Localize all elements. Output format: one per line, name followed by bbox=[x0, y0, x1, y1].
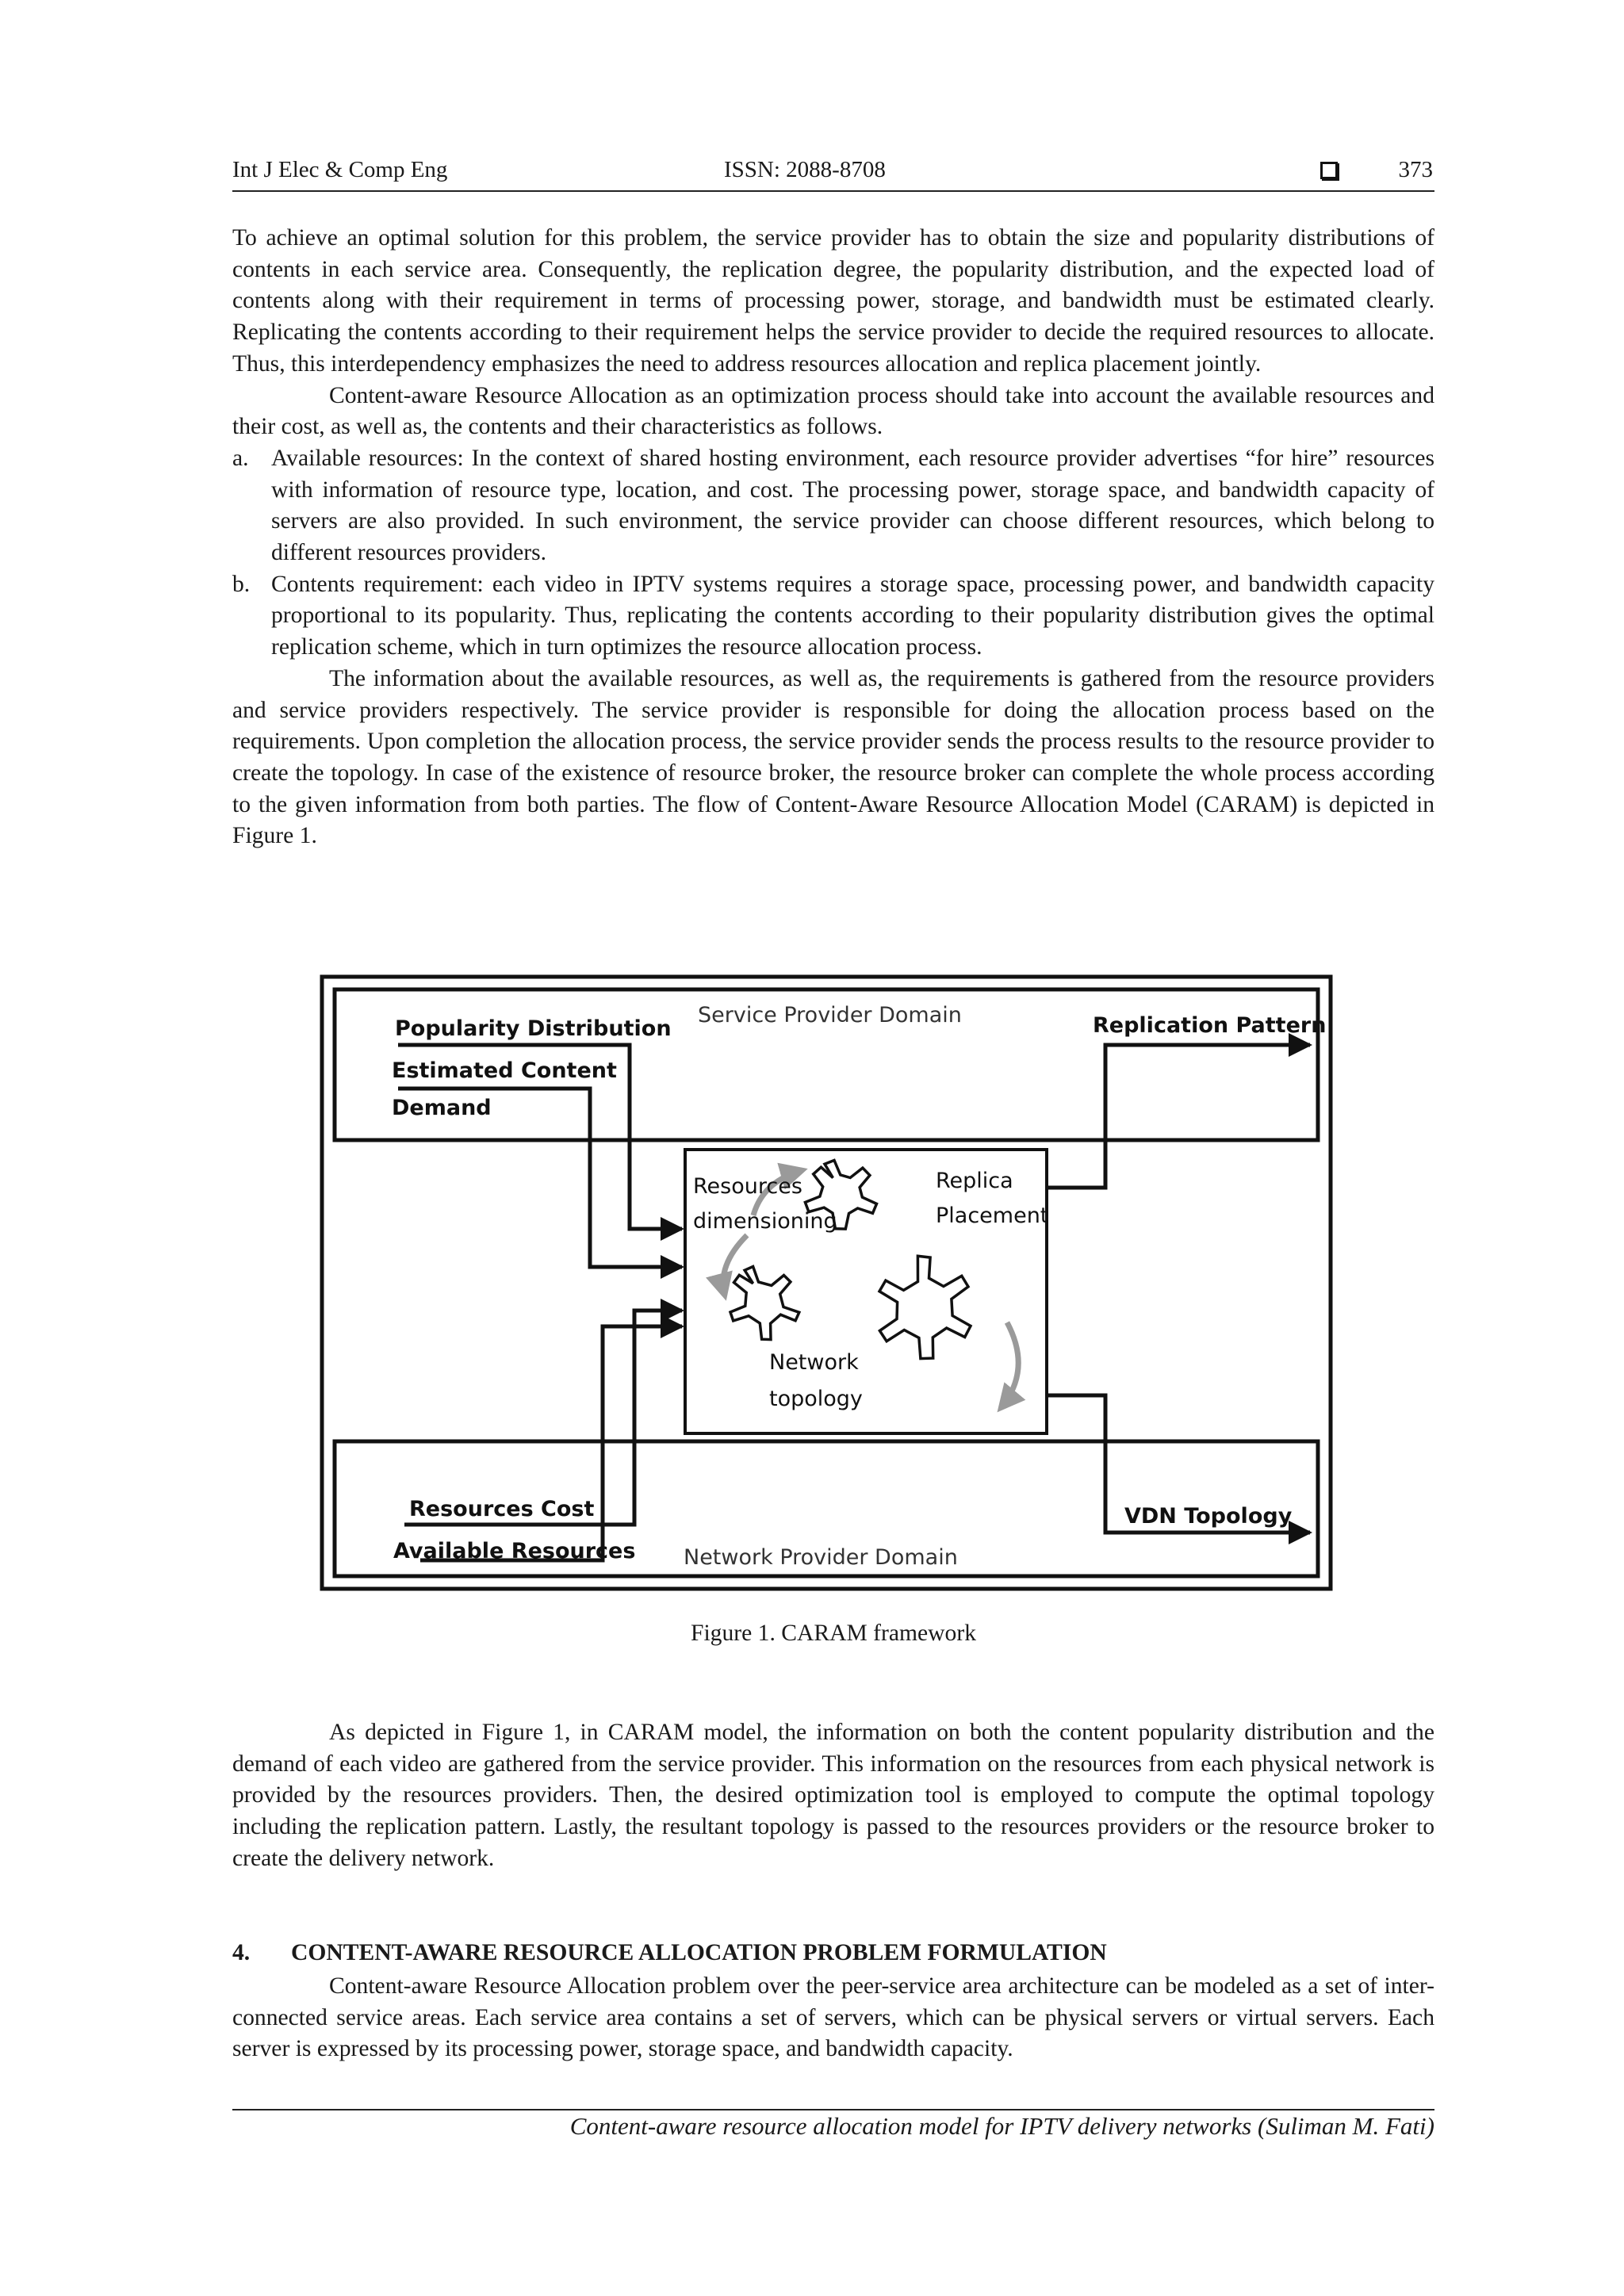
paragraph-4: As depicted in Figure 1, in CARAM model, the information on both the content popularity distribution and the demand of each video are gathered from the service provider. This information on the resources from each physical network is provided by the resources providers. Then, the desired optimization tool is employed to compute the optimal topology including the replication pattern. Lastly, the resultant topology is passed to the resources providers or the resource broker to create the delivery network. bbox=[232, 1720, 1434, 1871]
replica-placement-label-1: Replica bbox=[936, 1169, 1013, 1193]
paragraph-5: Content-aware Resource Allocation problem over the peer-service area architecture can be modeled as a set of inter-connected service areas. Each service area contains a set of servers, which can be physical servers or virtual servers. Each server is expressed by its processing power, storage space, and bandwidth capacity. bbox=[232, 1973, 1434, 2062]
resources-cost-label: Resources Cost bbox=[409, 1497, 595, 1521]
section-title: CONTENT-AWARE RESOURCE ALLOCATION PROBLEM FORMULATION bbox=[291, 1940, 1107, 1965]
issn: ISSN: 2088-8708 bbox=[724, 157, 886, 182]
page-header bbox=[232, 155, 1434, 192]
page-footer: Content-aware resource allocation model for IPTV delivery networks (Suliman M. Fati) bbox=[569, 2112, 1434, 2140]
vdn-topology-label: VDN Topology bbox=[1124, 1504, 1293, 1529]
network-domain-label: Network Provider Domain bbox=[684, 1545, 958, 1570]
paragraph-2: Content-aware Resource Allocation as an optimization process should take into account the available resources and their cost, as well as, the contents and their characteristics as follows. bbox=[232, 382, 1434, 440]
available-resources-label: Available Resources bbox=[393, 1539, 636, 1563]
list-marker: a. bbox=[232, 445, 249, 471]
caram-framework-figure bbox=[319, 974, 1334, 1592]
list-item bbox=[232, 569, 1434, 664]
body-text-top bbox=[232, 223, 1434, 852]
paragraph-1: To achieve an optimal solution for this problem, the service provider has to obtain the size and popularity distributions of contents in each service area. Consequently, the replication degree, the popularity distribution, and the expected load of contents along with their requirement in terms of processing power, storage, and bandwidth must be estimated clearly. Replicating the contents according to their requirement helps the service provider to decide the required resources to allocate. Thus, this interdependency emphasizes the need to address resources allocation and replica placement jointly. bbox=[232, 225, 1434, 377]
popularity-label: Popularity Distribution bbox=[395, 1016, 672, 1041]
footer-rule bbox=[232, 2109, 1434, 2110]
figure-caption: Figure 1. CARAM framework bbox=[690, 1621, 976, 1646]
demand-label: Demand bbox=[392, 1096, 492, 1120]
list-item-text: Contents requirement: each video in IPTV systems requires a storage space, processing power, and bandwidth capacity proportional to its popularity. Thus, replicating the contents according to their popularity distribution gives the optimal replication scheme, which in turn optimizes the resource allocation process. bbox=[271, 571, 1434, 660]
list-marker: b. bbox=[232, 571, 251, 597]
replication-label: Replication Pattern bbox=[1093, 1013, 1327, 1038]
box-bullet-icon bbox=[1320, 162, 1338, 179]
network-topology-label-1: Network bbox=[769, 1350, 859, 1375]
list-item bbox=[232, 443, 1434, 569]
section-heading bbox=[232, 1940, 1107, 1966]
service-domain-label: Service Provider Domain bbox=[698, 1003, 962, 1027]
body-text-bottom bbox=[232, 1717, 1434, 1875]
estimated-content-label: Estimated Content bbox=[392, 1058, 617, 1083]
section-number: 4. bbox=[232, 1940, 251, 1965]
body-text-section bbox=[232, 1971, 1434, 2065]
network-topology-label-2: topology bbox=[769, 1387, 863, 1411]
journal-name: Int J Elec & Comp Eng bbox=[232, 157, 448, 182]
resources-dimensioning-label-1: Resources bbox=[693, 1174, 802, 1199]
resources-dimensioning-label-2: dimensioning bbox=[693, 1209, 837, 1234]
requirements-list bbox=[232, 443, 1434, 664]
list-item-text: Available resources: In the context of shared hosting environment, each resource provider advertises “for hire” resources with information of resource type, location, and cost. The processing power, storage space, and bandwidth capacity of servers are also provided. In such environment, the service provider can choose different resources, which belong to different resources providers. bbox=[271, 445, 1434, 566]
paragraph-3: The information about the available resources, as well as, the requirements is gathered from the resource providers and service providers respectively. The service provider is responsible for doing the allocation process based on the requirements. Upon completion the allocation process, the service provider sends the process results to the resource provider to create the topology. In case of the existence of resource broker, the resource broker can complete the whole process according to the given information from both parties. The flow of Content-Aware Resource Allocation Model (CARAM) is depicted in Figure 1. bbox=[232, 665, 1434, 849]
page-number: 373 bbox=[1398, 157, 1433, 182]
replica-placement-label-2: Placement bbox=[936, 1203, 1049, 1228]
